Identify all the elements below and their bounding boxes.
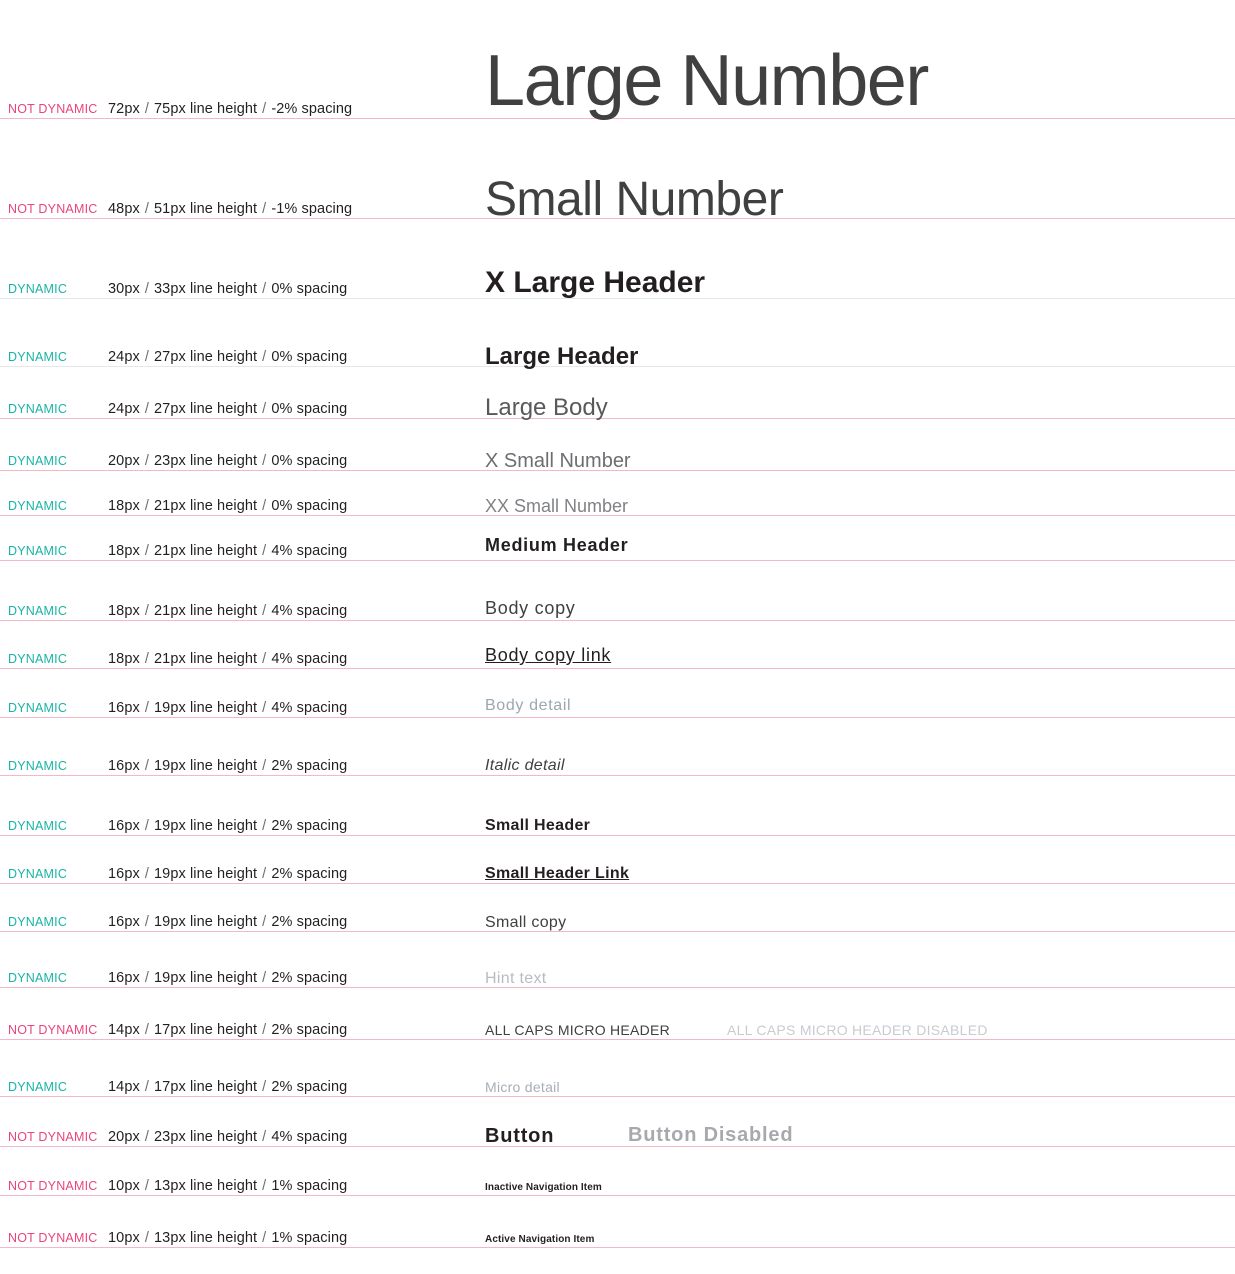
- spec-separator: /: [144, 758, 149, 774]
- spec-separator: /: [262, 1022, 267, 1038]
- sample-body-detail: Body detail: [485, 697, 572, 714]
- spec-size: 16px: [108, 758, 140, 774]
- dynamic-flag: NOT DYNAMIC: [8, 1179, 98, 1193]
- spec-meta: [8, 650, 478, 668]
- dynamic-flag: DYNAMIC: [8, 971, 68, 985]
- spec-text: [108, 348, 347, 366]
- spec-line-height: 19px line height: [153, 914, 258, 930]
- sample-hint-text: Hint text: [485, 970, 547, 987]
- spec-size: 30px: [108, 281, 140, 297]
- spec-separator: /: [262, 101, 267, 117]
- spec-separator: /: [262, 700, 267, 716]
- spec-spacing: -2% spacing: [271, 101, 353, 117]
- spec-size: 72px: [108, 101, 140, 117]
- dynamic-flag: NOT DYNAMIC: [8, 202, 98, 216]
- spec-spacing: 0% spacing: [271, 453, 348, 469]
- spec-meta: [8, 1229, 478, 1247]
- spec-text: [108, 1229, 347, 1247]
- spec-line-height: 75px line height: [153, 101, 258, 117]
- spec-separator: /: [144, 1230, 149, 1246]
- spec-spacing: 4% spacing: [271, 1129, 348, 1145]
- spec-spacing: 4% spacing: [271, 651, 348, 667]
- spec-line-height: 17px line height: [153, 1022, 258, 1038]
- sample-large-body: Large Body: [485, 394, 608, 421]
- spec-separator: /: [262, 543, 267, 559]
- dynamic-flag: DYNAMIC: [8, 915, 68, 929]
- spec-line-height: 21px line height: [153, 543, 258, 559]
- spec-separator: /: [144, 1022, 149, 1038]
- spec-spacing: 1% spacing: [271, 1178, 348, 1194]
- spec-separator: /: [262, 1230, 267, 1246]
- spec-meta: [8, 497, 478, 515]
- spec-separator: /: [144, 1178, 149, 1194]
- sample-all-caps-micro-header-disabled: ALL CAPS MICRO HEADER DISABLED: [727, 1022, 988, 1038]
- spec-line-height: 17px line height: [153, 1079, 258, 1095]
- spec-separator: /: [144, 281, 149, 297]
- spec-text: [108, 865, 347, 883]
- sample-body-copy-link[interactable]: Body copy link: [485, 645, 612, 665]
- dynamic-flag: NOT DYNAMIC: [8, 1023, 98, 1037]
- spec-spacing: 2% spacing: [271, 1022, 348, 1038]
- spec-size: 16px: [108, 818, 140, 834]
- spec-text: [108, 757, 347, 775]
- row-rule: [0, 620, 1235, 621]
- row-rule: [0, 418, 1235, 419]
- spec-separator: /: [262, 1129, 267, 1145]
- spec-separator: /: [262, 651, 267, 667]
- sample-small-header-link[interactable]: Small Header Link: [485, 865, 630, 882]
- spec-line-height: 27px line height: [153, 349, 258, 365]
- dynamic-flag: DYNAMIC: [8, 402, 68, 416]
- sample-active-navigation-item[interactable]: Active Navigation Item: [485, 1234, 595, 1245]
- spec-meta: [8, 1177, 478, 1195]
- spec-text: [108, 1177, 347, 1195]
- spec-text: [108, 913, 347, 931]
- spec-size: 20px: [108, 1129, 140, 1145]
- spec-separator: /: [144, 453, 149, 469]
- sample-medium-header: Medium Header: [485, 535, 629, 555]
- spec-separator: /: [262, 401, 267, 417]
- spec-line-height: 23px line height: [153, 1129, 258, 1145]
- spec-spacing: -1% spacing: [271, 201, 353, 217]
- sample-small-copy: Small copy: [485, 914, 567, 931]
- sample-large-number: Large Number: [485, 41, 928, 121]
- row-rule: [0, 775, 1235, 776]
- spec-separator: /: [144, 101, 149, 117]
- spec-line-height: 13px line height: [153, 1230, 258, 1246]
- dynamic-flag: NOT DYNAMIC: [8, 1231, 98, 1245]
- row-rule: [0, 560, 1235, 561]
- spec-meta: [8, 400, 478, 418]
- spec-size: 20px: [108, 453, 140, 469]
- row-rule: [0, 1247, 1235, 1248]
- dynamic-flag: NOT DYNAMIC: [8, 102, 98, 116]
- dynamic-flag: DYNAMIC: [8, 282, 68, 296]
- spec-text: [108, 280, 347, 298]
- row-rule: [0, 1195, 1235, 1196]
- spec-meta: [8, 1078, 478, 1096]
- dynamic-flag: DYNAMIC: [8, 819, 68, 833]
- spec-separator: /: [144, 1129, 149, 1145]
- spec-spacing: 4% spacing: [271, 543, 348, 559]
- dynamic-flag: DYNAMIC: [8, 350, 68, 364]
- dynamic-flag: DYNAMIC: [8, 652, 68, 666]
- spec-line-height: 51px line height: [153, 201, 258, 217]
- spec-separator: /: [144, 1079, 149, 1095]
- spec-text: [108, 497, 347, 515]
- spec-size: 16px: [108, 914, 140, 930]
- sample-button[interactable]: Button: [485, 1125, 555, 1147]
- spec-size: 16px: [108, 700, 140, 716]
- spec-separator: /: [262, 603, 267, 619]
- spec-line-height: 33px line height: [153, 281, 258, 297]
- spec-separator: /: [262, 758, 267, 774]
- dynamic-flag: DYNAMIC: [8, 1080, 68, 1094]
- dynamic-flag: DYNAMIC: [8, 499, 68, 513]
- spec-spacing: 2% spacing: [271, 1079, 348, 1095]
- spec-meta: [8, 1021, 478, 1039]
- spec-meta: [8, 542, 478, 560]
- spec-separator: /: [262, 1079, 267, 1095]
- spec-separator: /: [262, 1178, 267, 1194]
- spec-spacing: 4% spacing: [271, 603, 348, 619]
- spec-size: 14px: [108, 1022, 140, 1038]
- spec-spacing: 2% spacing: [271, 758, 348, 774]
- dynamic-flag: DYNAMIC: [8, 759, 68, 773]
- spec-spacing: 2% spacing: [271, 914, 348, 930]
- spec-size: 18px: [108, 498, 140, 514]
- spec-separator: /: [262, 866, 267, 882]
- spec-separator: /: [262, 281, 267, 297]
- spec-line-height: 27px line height: [153, 401, 258, 417]
- row-rule: [0, 717, 1235, 718]
- dynamic-flag: DYNAMIC: [8, 867, 68, 881]
- spec-size: 18px: [108, 543, 140, 559]
- sample-all-caps-micro-header: ALL CAPS MICRO HEADER: [485, 1022, 671, 1038]
- sample-x-small-number: X Small Number: [485, 450, 631, 472]
- dynamic-flag: DYNAMIC: [8, 454, 68, 468]
- spec-meta: [8, 280, 478, 298]
- spec-separator: /: [144, 700, 149, 716]
- spec-text: [108, 699, 347, 717]
- spec-text: [108, 542, 347, 560]
- spec-meta: [8, 200, 478, 218]
- spec-spacing: 0% spacing: [271, 498, 348, 514]
- spec-line-height: 21px line height: [153, 498, 258, 514]
- spec-separator: /: [262, 970, 267, 986]
- spec-separator: /: [144, 543, 149, 559]
- sample-micro-detail: Micro detail: [485, 1079, 560, 1095]
- row-rule: [0, 1146, 1235, 1147]
- spec-size: 18px: [108, 603, 140, 619]
- spec-separator: /: [144, 349, 149, 365]
- spec-line-height: 21px line height: [153, 651, 258, 667]
- spec-separator: /: [144, 201, 149, 217]
- spec-spacing: 0% spacing: [271, 401, 348, 417]
- sample-xx-small-number: XX Small Number: [485, 496, 629, 516]
- sample-small-header: Small Header: [485, 817, 591, 834]
- spec-line-height: 19px line height: [153, 866, 258, 882]
- spec-meta: [8, 969, 478, 987]
- sample-body-copy: Body copy: [485, 598, 576, 618]
- dynamic-flag: NOT DYNAMIC: [8, 1130, 98, 1144]
- dynamic-flag: DYNAMIC: [8, 701, 68, 715]
- spec-line-height: 13px line height: [153, 1178, 258, 1194]
- spec-meta: [8, 602, 478, 620]
- spec-size: 16px: [108, 970, 140, 986]
- spec-line-height: 19px line height: [153, 758, 258, 774]
- spec-separator: /: [144, 970, 149, 986]
- spec-spacing: 0% spacing: [271, 349, 348, 365]
- spec-size: 14px: [108, 1079, 140, 1095]
- spec-meta: [8, 817, 478, 835]
- spec-meta: [8, 100, 478, 118]
- row-rule: [0, 835, 1235, 836]
- row-rule: [0, 883, 1235, 884]
- row-rule: [0, 668, 1235, 669]
- spec-meta: [8, 699, 478, 717]
- spec-separator: /: [144, 818, 149, 834]
- spec-size: 16px: [108, 866, 140, 882]
- spec-meta: [8, 757, 478, 775]
- spec-meta: [8, 452, 478, 470]
- spec-line-height: 21px line height: [153, 603, 258, 619]
- sample-inactive-navigation-item[interactable]: Inactive Navigation Item: [485, 1182, 602, 1193]
- spec-meta: [8, 913, 478, 931]
- spec-meta: [8, 348, 478, 366]
- sample-x-large-header: X Large Header: [485, 266, 706, 299]
- spec-separator: /: [144, 401, 149, 417]
- row-rule: [0, 987, 1235, 988]
- sample-italic-detail: Italic detail: [485, 757, 565, 774]
- dynamic-flag: DYNAMIC: [8, 604, 68, 618]
- spec-text: [108, 650, 347, 668]
- spec-text: [108, 817, 347, 835]
- spec-size: 18px: [108, 651, 140, 667]
- spec-size: 10px: [108, 1178, 140, 1194]
- spec-text: [108, 100, 352, 118]
- spec-meta: [8, 1128, 478, 1146]
- spec-spacing: 2% spacing: [271, 818, 348, 834]
- sample-small-number: Small Number: [485, 173, 784, 226]
- spec-separator: /: [144, 603, 149, 619]
- spec-text: [108, 969, 347, 987]
- row-rule: [0, 931, 1235, 932]
- dynamic-flag: DYNAMIC: [8, 544, 68, 558]
- spec-separator: /: [144, 651, 149, 667]
- spec-text: [108, 452, 347, 470]
- spec-size: 24px: [108, 401, 140, 417]
- spec-text: [108, 602, 347, 620]
- row-rule: [0, 1039, 1235, 1040]
- spec-spacing: 2% spacing: [271, 866, 348, 882]
- spec-separator: /: [262, 453, 267, 469]
- spec-spacing: 0% spacing: [271, 281, 348, 297]
- spec-spacing: 4% spacing: [271, 700, 348, 716]
- spec-separator: /: [262, 498, 267, 514]
- spec-text: [108, 1078, 347, 1096]
- spec-line-height: 23px line height: [153, 453, 258, 469]
- spec-separator: /: [144, 866, 149, 882]
- spec-spacing: 2% spacing: [271, 970, 348, 986]
- spec-size: 48px: [108, 201, 140, 217]
- spec-line-height: 19px line height: [153, 818, 258, 834]
- spec-separator: /: [262, 349, 267, 365]
- spec-text: [108, 200, 352, 218]
- spec-size: 10px: [108, 1230, 140, 1246]
- spec-text: [108, 400, 347, 418]
- spec-meta: [8, 865, 478, 883]
- spec-text: [108, 1021, 347, 1039]
- spec-line-height: 19px line height: [153, 700, 258, 716]
- spec-text: [108, 1128, 347, 1146]
- sample-large-header: Large Header: [485, 343, 639, 370]
- spec-separator: /: [262, 818, 267, 834]
- spec-spacing: 1% spacing: [271, 1230, 348, 1246]
- spec-separator: /: [144, 498, 149, 514]
- sample-button-disabled: Button Disabled: [628, 1124, 794, 1146]
- spec-separator: /: [144, 914, 149, 930]
- spec-size: 24px: [108, 349, 140, 365]
- spec-separator: /: [262, 201, 267, 217]
- spec-separator: /: [262, 914, 267, 930]
- spec-line-height: 19px line height: [153, 970, 258, 986]
- row-rule: [0, 1096, 1235, 1097]
